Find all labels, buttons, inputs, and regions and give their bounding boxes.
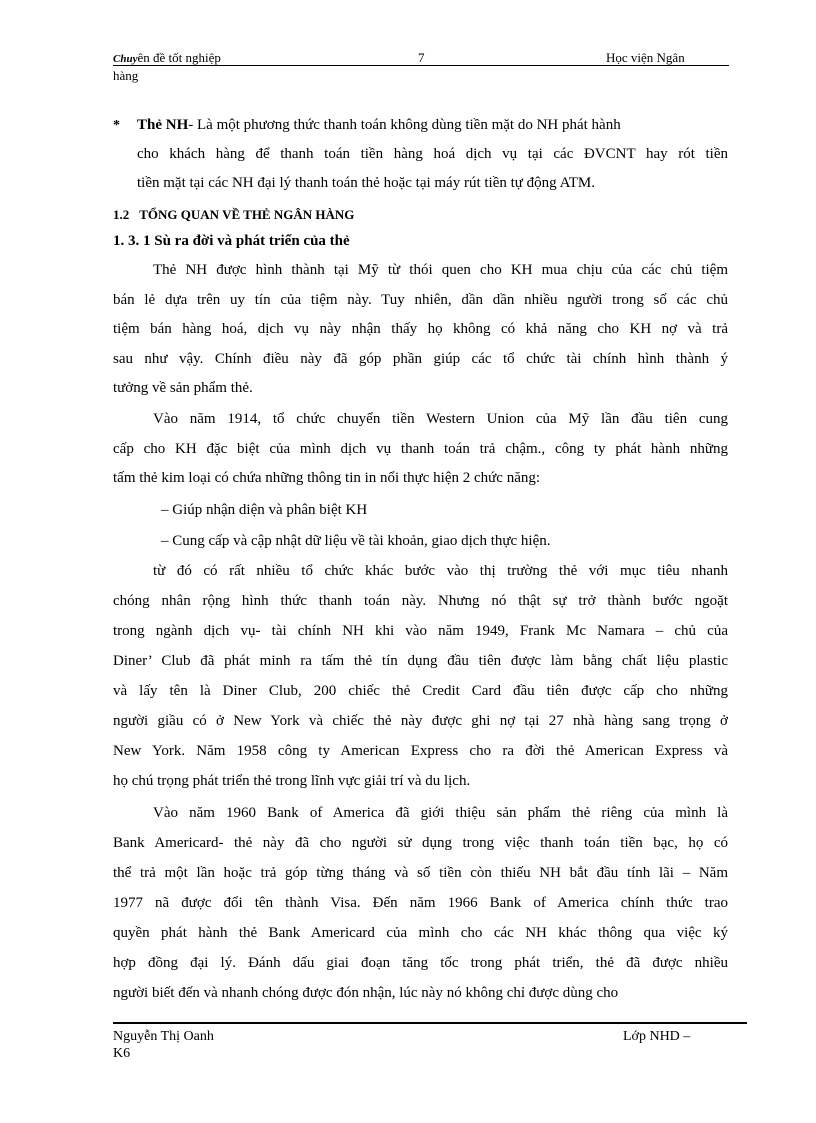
subsection-heading: 1. 3. 1 Sù ra đời và phát triển của thẻ [113,233,350,249]
page-header [113,50,729,66]
header-title [113,50,221,66]
p1-line-5: tưởng về sản phẩm thẻ. [113,380,253,396]
bullet-marker: * [113,118,120,133]
p4-line-4: 1977 nã được đổi tên thành Visa. Đến năm 1966 Bank of America chính thức trao [113,895,728,911]
p1-line-3: tiệm bán hàng hoá, dịch vụ này nhận thấy họ không có khả năng cho KH nợ và trả [113,321,728,337]
section-title: TỔNG QUAN VỀ THẺ NGÂN HÀNG [139,207,355,222]
header-institution-cont: hàng [113,68,139,83]
p4-line-7: người biết đến và nhanh chóng được đón nhận, lúc này nó không chỉ được dùng cho [113,985,619,1001]
header-prefix: Chuy [113,53,138,65]
intro-line-1-text: - Là một phương thức thanh toán không dùng tiền mặt do NH phát hành [188,117,621,133]
p3-line-4: Diner’ Club đã phát minh ra tấm thẻ tín dụng đầu tiên được làm bằng chất liệu plastic [113,653,728,669]
p3-line-8: họ chú trọng phát triển thẻ trong lĩnh vực giải trí và du lịch. [113,773,471,789]
section-heading [113,207,354,224]
p4-line-3: thể trả một lần hoặc trả góp từng tháng và số tiền còn thiếu NH bắt đầu tính lãi – Năm [113,865,728,881]
list-item-1: – Giúp nhận diện và phân biệt KH [161,502,368,518]
list-item-2: – Cung cấp và cập nhật dữ liệu về tài khoản, giao dịch thực hiện. [161,533,551,549]
section-number: 1.2 [113,207,130,222]
p4-line-6: hợp đồng đại lý. Đánh dấu giai đoạn tăng tốc trong phát triển, thẻ đã được nhiều [113,955,728,971]
p3-line-3: trong ngành dịch vụ- tài chính NH khi vào năm 1949, Frank Mc Namara – chủ của [113,623,728,639]
p1-line-4: sau như vậy. Chính điều này đã góp phần giúp các tổ chức tài chính hình thành ý [113,351,728,367]
p3-line-7: New York. Năm 1958 công ty American Express cho ra đời thẻ American Express và [113,743,728,759]
footer-class-cont: K6 [113,1046,131,1061]
p2-line-2: cấp cho KH đặc biệt của mình dịch vụ thanh toán trả chậm., công ty phát hành những [113,441,728,457]
header-title-text: ên đề tốt nghiệp [137,50,221,65]
p3-line-2: chóng nhân rộng hình thức thanh toán này. Nhưng nó thật sự trở thành bước ngoặt [113,593,728,609]
footer-author: Nguyễn Thị Oanh [113,1029,214,1044]
p1-line-1: Thẻ NH được hình thành tại Mỹ từ thói quen cho KH mua chịu của các chủ tiệm [153,262,728,278]
p4-line-2: Bank Americard- thẻ này đã cho người sử dụng trong việc thanh toán tiền bạc, họ có [113,835,728,851]
intro-line-3: tiền mặt tại các NH đại lý thanh toán thẻ hoặc tại máy rút tiền tự động ATM. [137,175,596,191]
p2-line-3: tấm thẻ kim loại có chứa những thông tin in nổi thực hiện 2 chức năng: [113,470,541,486]
header-rule [113,65,729,66]
intro-line-1 [137,117,728,134]
p2-line-1: Vào năm 1914, tổ chức chuyển tiền Western Union của Mỹ lần đầu tiên cung [153,411,728,427]
intro-line-2: cho khách hàng để thanh toán tiền hàng hoá dịch vụ tại các ĐVCNT hay rót tiền [137,146,728,162]
intro-term: Thẻ NH [137,117,189,133]
p4-line-1: Vào năm 1960 Bank of America đã giới thiệu sản phẩm thẻ riêng của mình là [153,805,728,821]
page-number: 7 [418,50,425,65]
p4-line-5: quyền phát hành thẻ Bank Americard của mình cho các NH khác thông qua việc ký [113,925,728,941]
header-institution: Học viện Ngân [606,50,685,65]
p3-line-1: từ đó có rất nhiều tổ chức khác bước vào thị trường thẻ với mục tiêu nhanh [153,563,728,579]
p3-line-6: người giầu có ở New York và chiếc thẻ này được ghi nợ tại 27 nhà hàng sang trọng ở [113,713,728,729]
footer-rule [113,1022,747,1024]
p1-line-2: bán lẻ dựa trên uy tín của tiệm này. Tuy nhiên, dần dần nhiều người trong số các chủ [113,292,728,308]
p3-line-5: và lấy tên là Diner Club, 200 chiếc thẻ Credit Card đầu tiên được cấp cho những [113,683,728,699]
footer-class: Lớp NHD – [623,1029,691,1044]
